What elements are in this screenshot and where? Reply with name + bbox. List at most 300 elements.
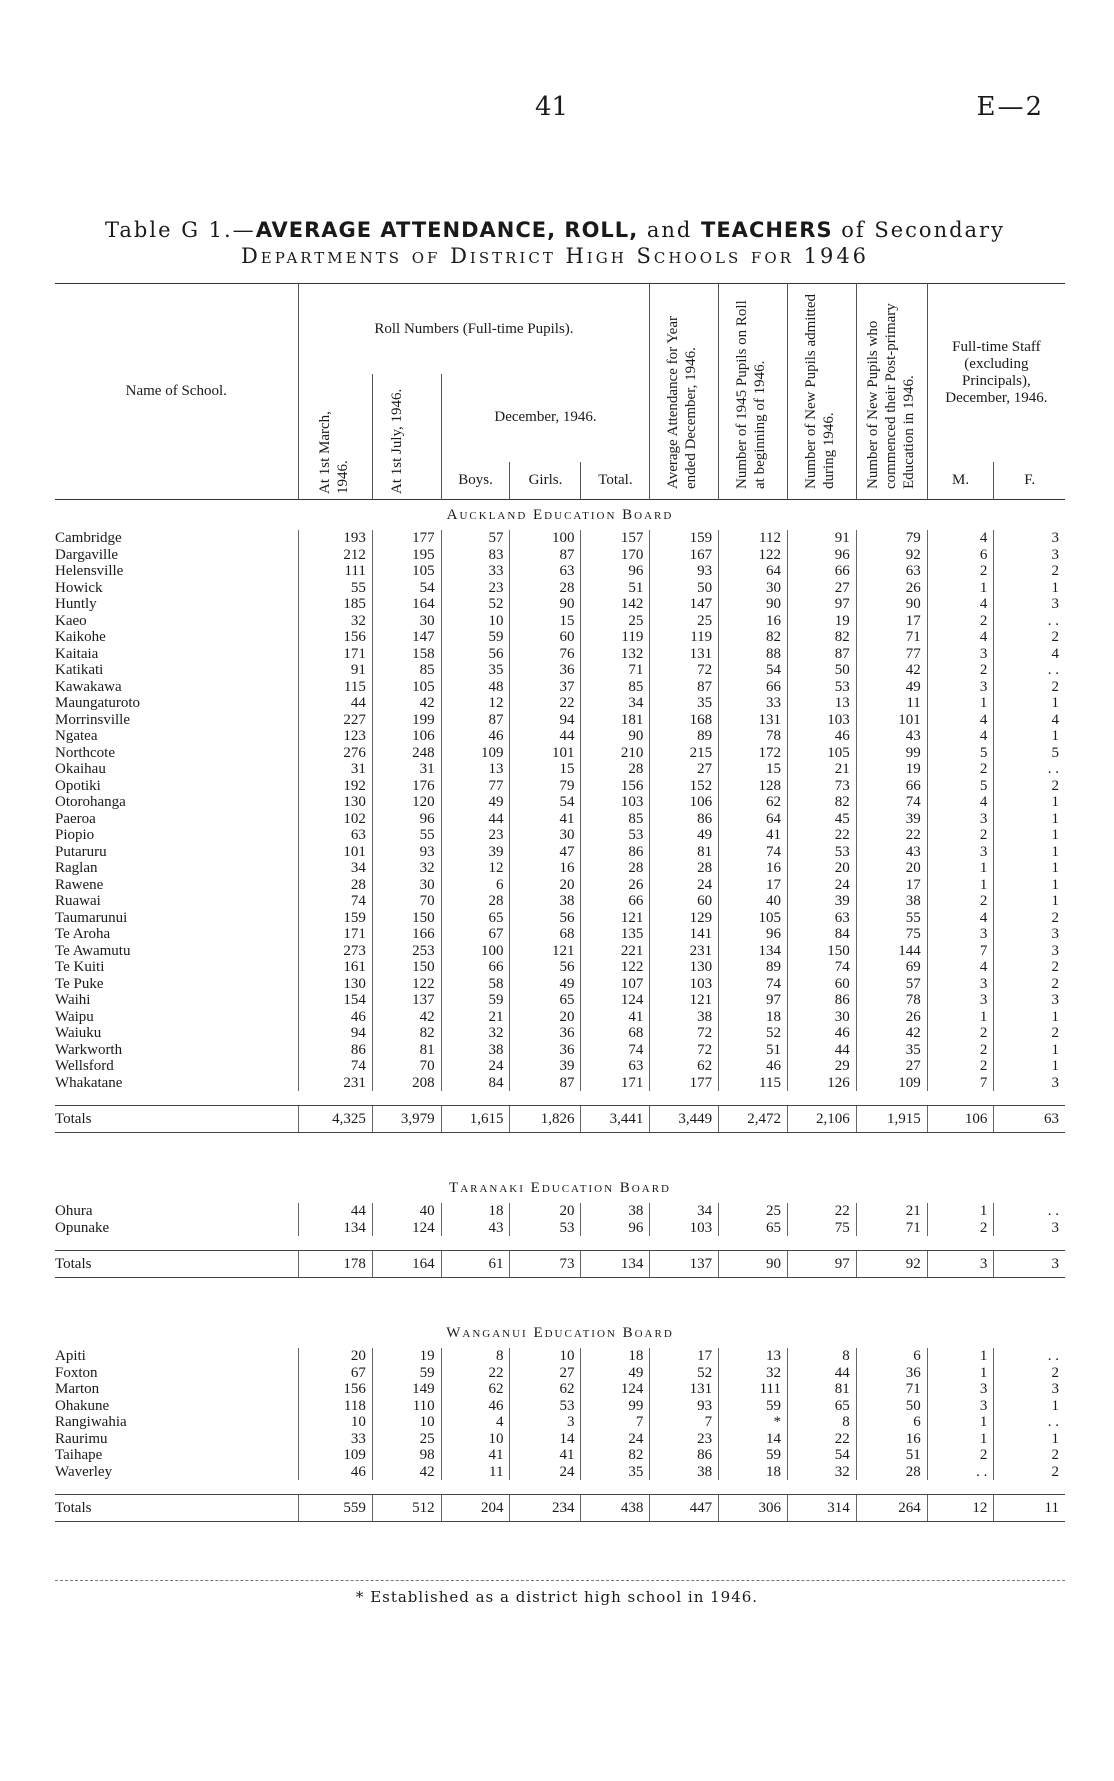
spacer-cell: [719, 1091, 788, 1106]
spacer-cell: [994, 1236, 1065, 1251]
total-cell: 142: [581, 596, 650, 613]
new-post-primary-cell: 75: [856, 926, 927, 943]
pupils-1945-cell: 33: [719, 695, 788, 712]
school-name-cell: Kawakawa: [55, 678, 122, 695]
title-line-1: [40, 218, 1070, 242]
staff-m-cell: 1: [927, 1009, 994, 1026]
boys-cell: 77: [441, 778, 510, 795]
pupils-1945-cell: 51: [719, 1042, 788, 1059]
attendance-cell: 17: [650, 1348, 719, 1365]
total-cell: 122: [581, 959, 650, 976]
new-post-primary-cell: 22: [856, 827, 927, 844]
new-post-primary-cell: 27: [856, 1058, 927, 1075]
march-cell: 171: [298, 926, 372, 943]
staff-f-cell: . .: [994, 613, 1065, 630]
board-heading: Taranaki Education Board: [449, 1180, 671, 1196]
total-cell: 157: [581, 530, 650, 547]
new-pupils-cell: 97: [787, 596, 856, 613]
staff-m-cell: 3: [927, 646, 994, 663]
school-name-cell: Te Aroha: [55, 926, 111, 942]
new-pupils-cell: 22: [787, 827, 856, 844]
july-cell: 208: [372, 1075, 441, 1092]
staff-f-cell: 1: [994, 728, 1065, 745]
boys-cell: 11: [441, 1464, 510, 1481]
boys-cell: 24: [441, 1058, 510, 1075]
page-number: 41: [535, 92, 569, 122]
table-row: [55, 613, 1065, 630]
july-cell: 150: [372, 910, 441, 927]
spacer-cell: [55, 1278, 1065, 1319]
school-name-cell: Helensville: [55, 563, 124, 579]
table-row: [55, 596, 1065, 613]
pupils-1945-cell: 111: [719, 1381, 788, 1398]
staff-m-cell: 1: [927, 877, 994, 894]
boys-cell: 23: [441, 580, 510, 597]
july-cell: 124: [372, 1220, 441, 1237]
total-cell: 119: [581, 629, 650, 646]
col-header-new-post-primary: Number of New Pupils who commenced their Post-primary Education in 1946.: [856, 284, 927, 500]
school-name-cell: Northcote: [55, 744, 115, 761]
spacer-cell: [581, 1480, 650, 1495]
col-header-total: Total.: [581, 462, 650, 500]
boys-cell: 43: [441, 1220, 510, 1237]
boys-cell: 57: [441, 530, 510, 547]
staff-m-cell: 4: [927, 959, 994, 976]
new-pupils-cell: 13: [787, 695, 856, 712]
march-cell: 44: [298, 695, 372, 712]
boys-cell: 87: [441, 712, 510, 729]
march-cell: 115: [298, 679, 372, 696]
attendance-cell: 24: [650, 877, 719, 894]
new-post-primary-cell: 101: [856, 712, 927, 729]
boys-cell: 10: [441, 613, 510, 630]
attendance-total-cell: 137: [650, 1251, 719, 1278]
july-cell: 25: [372, 1431, 441, 1448]
new-pupils-cell: 86: [787, 992, 856, 1009]
staff-m-cell: 2: [927, 1447, 994, 1464]
girls-cell: 56: [510, 910, 581, 927]
school-name-cell: Opunake: [55, 1219, 110, 1236]
table-title: [40, 218, 1070, 268]
pupils-1945-cell: 105: [719, 910, 788, 927]
table-row: [55, 1431, 1065, 1448]
table-row: [55, 943, 1065, 960]
march-cell: 28: [298, 877, 372, 894]
july-cell: 42: [372, 1009, 441, 1026]
boys-cell: 84: [441, 1075, 510, 1092]
pupils-1945-cell: 25: [719, 1203, 788, 1220]
spacer-cell: [372, 1091, 441, 1106]
school-name-cell: Whakatane: [55, 1074, 123, 1091]
staff-m-cell: 3: [927, 1398, 994, 1415]
boys-cell: 33: [441, 563, 510, 580]
attendance-cell: 119: [650, 629, 719, 646]
march-cell: 101: [298, 844, 372, 861]
staff-f-cell: 3: [994, 596, 1065, 613]
total-cell: 107: [581, 976, 650, 993]
staff-f-cell: 3: [994, 1075, 1065, 1092]
staff-m-cell: 1: [927, 1348, 994, 1365]
school-name-cell: Foxton: [55, 1364, 98, 1381]
spacer-cell: [787, 1091, 856, 1106]
attendance-cell: 131: [650, 646, 719, 663]
july-cell: 164: [372, 596, 441, 613]
new-post-primary-cell: 6: [856, 1414, 927, 1431]
new-pupils-cell: 81: [787, 1381, 856, 1398]
pupils-1945-total-cell: 2,472: [719, 1106, 788, 1133]
march-cell: 185: [298, 596, 372, 613]
new-post-primary-cell: 26: [856, 1009, 927, 1026]
attendance-cell: 121: [650, 992, 719, 1009]
school-name-cell: Marton: [55, 1381, 100, 1397]
girls-total-cell: 73: [510, 1251, 581, 1278]
spacer-cell: [856, 1091, 927, 1106]
pupils-1945-cell: 89: [719, 959, 788, 976]
staff-m-cell: 2: [927, 1042, 994, 1059]
spacer-cell: [372, 1480, 441, 1495]
total-cell: 41: [581, 1009, 650, 1026]
boys-cell: 46: [441, 1398, 510, 1415]
boys-total-cell: 61: [441, 1251, 510, 1278]
july-cell: 158: [372, 646, 441, 663]
pupils-1945-cell: 131: [719, 712, 788, 729]
march-cell: 156: [298, 629, 372, 646]
staff-m-cell: 5: [927, 778, 994, 795]
total-cell: 68: [581, 1025, 650, 1042]
school-name-cell: Te Awamutu: [55, 942, 131, 959]
new-post-primary-cell: 43: [856, 844, 927, 861]
new-post-primary-cell: 50: [856, 1398, 927, 1415]
staff-f-cell: 2: [994, 1447, 1065, 1464]
table-row: [55, 976, 1065, 993]
staff-f-cell: 2: [994, 959, 1065, 976]
staff-f-cell: 2: [994, 1025, 1065, 1042]
board-heading-row: [55, 1318, 1065, 1348]
board-spacer: [55, 1133, 1065, 1174]
new-post-primary-cell: 17: [856, 613, 927, 630]
boys-cell: 100: [441, 943, 510, 960]
total-cell: 96: [581, 563, 650, 580]
staff-m-cell: 4: [927, 712, 994, 729]
table-row: [55, 1075, 1065, 1092]
total-cell: 85: [581, 811, 650, 828]
table-row: [55, 860, 1065, 877]
march-cell: 46: [298, 1464, 372, 1481]
boys-cell: 38: [441, 1042, 510, 1059]
new-pupils-cell: 44: [787, 1042, 856, 1059]
staff-f-cell: . .: [994, 761, 1065, 778]
total-cell: 24: [581, 1431, 650, 1448]
march-cell: 31: [298, 761, 372, 778]
col-header-m: M.: [927, 462, 994, 500]
pre-total-spacer: [55, 1091, 1065, 1106]
attendance-cell: 131: [650, 1381, 719, 1398]
july-cell: 105: [372, 679, 441, 696]
staff-f-cell: 1: [994, 860, 1065, 877]
footnote: * Established as a district high school in 1946.: [355, 1588, 759, 1606]
attendance-cell: 35: [650, 695, 719, 712]
school-name-cell: Piopio: [55, 827, 95, 843]
staff-m-cell: 5: [927, 745, 994, 762]
school-name-cell: Paeroa: [55, 810, 96, 827]
attendance-cell: 152: [650, 778, 719, 795]
total-cell: 170: [581, 547, 650, 564]
staff-f-cell: 2: [994, 1365, 1065, 1382]
new-pupils-cell: 75: [787, 1220, 856, 1237]
boys-cell: 48: [441, 679, 510, 696]
boys-cell: 109: [441, 745, 510, 762]
girls-cell: 90: [510, 596, 581, 613]
school-name-cell: Otorohanga: [55, 794, 126, 810]
july-cell: 54: [372, 580, 441, 597]
july-cell: 137: [372, 992, 441, 1009]
new-pupils-cell: 63: [787, 910, 856, 927]
girls-cell: 63: [510, 563, 581, 580]
title-line-2: Departments of District High Schools for 1946: [240, 244, 870, 268]
july-cell: 70: [372, 893, 441, 910]
total-cell: 181: [581, 712, 650, 729]
girls-total-cell: 234: [510, 1495, 581, 1522]
staff-f-cell: 1: [994, 844, 1065, 861]
staff-f-cell: 3: [994, 992, 1065, 1009]
total-cell: 38: [581, 1203, 650, 1220]
girls-cell: 27: [510, 1365, 581, 1382]
attendance-cell: 103: [650, 1220, 719, 1237]
pupils-1945-cell: 66: [719, 679, 788, 696]
staff-m-cell: 1: [927, 1203, 994, 1220]
spacer-cell: [441, 1480, 510, 1495]
pupils-1945-cell: 172: [719, 745, 788, 762]
girls-cell: 53: [510, 1220, 581, 1237]
new-pupils-cell: 24: [787, 877, 856, 894]
new-post-primary-cell: 99: [856, 745, 927, 762]
pupils-1945-cell: 82: [719, 629, 788, 646]
staff-f-cell: 4: [994, 646, 1065, 663]
attendance-cell: 49: [650, 827, 719, 844]
table-row: [55, 844, 1065, 861]
boys-cell: 83: [441, 547, 510, 564]
new-post-primary-cell: 43: [856, 728, 927, 745]
girls-cell: 3: [510, 1414, 581, 1431]
new-pupils-total-cell: 97: [787, 1251, 856, 1278]
july-cell: 10: [372, 1414, 441, 1431]
staff-f-cell: 1: [994, 877, 1065, 894]
staff-m-cell: 4: [927, 910, 994, 927]
spacer-cell: [55, 1133, 1065, 1174]
staff-m-cell: 4: [927, 596, 994, 613]
table-row: [55, 1414, 1065, 1431]
pupils-1945-cell: 13: [719, 1348, 788, 1365]
new-post-primary-cell: 63: [856, 563, 927, 580]
new-post-primary-cell: 90: [856, 596, 927, 613]
july-cell: 30: [372, 613, 441, 630]
staff-m-cell: 7: [927, 1075, 994, 1092]
staff-m-cell: 1: [927, 580, 994, 597]
title-suffix: of Secondary: [832, 218, 1005, 242]
table-row: [55, 877, 1065, 894]
col-header-december: December, 1946.: [441, 374, 650, 462]
spacer-cell: [581, 1091, 650, 1106]
march-cell: 192: [298, 778, 372, 795]
staff-f-cell: 1: [994, 794, 1065, 811]
attendance-cell: 34: [650, 1203, 719, 1220]
new-pupils-cell: 27: [787, 580, 856, 597]
staff-f-cell: 1: [994, 1042, 1065, 1059]
boys-cell: 46: [441, 728, 510, 745]
school-name-cell: Howick: [55, 579, 103, 596]
attendance-cell: 177: [650, 1075, 719, 1092]
july-cell: 150: [372, 959, 441, 976]
total-cell: 90: [581, 728, 650, 745]
girls-cell: 76: [510, 646, 581, 663]
staff-m-cell: 3: [927, 844, 994, 861]
total-cell: 99: [581, 1398, 650, 1415]
spacer-cell: [650, 1091, 719, 1106]
march-cell: 34: [298, 860, 372, 877]
july-cell: 177: [372, 530, 441, 547]
new-pupils-cell: 30: [787, 1009, 856, 1026]
girls-total-cell: 1,826: [510, 1106, 581, 1133]
staff-f-cell: 3: [994, 1381, 1065, 1398]
boys-cell: 21: [441, 1009, 510, 1026]
new-pupils-cell: 65: [787, 1398, 856, 1415]
staff-f-cell: 1: [994, 695, 1065, 712]
march-total-cell: 559: [298, 1495, 372, 1522]
pupils-1945-cell: 14: [719, 1431, 788, 1448]
table-row: [55, 992, 1065, 1009]
table-row: [55, 530, 1065, 547]
school-name-total-cell: Totals: [55, 1106, 298, 1133]
col-header-attendance: Average Attendance for Year ended December, 1946.: [650, 284, 719, 500]
boys-cell: 56: [441, 646, 510, 663]
attendance-cell: 60: [650, 893, 719, 910]
july-cell: 70: [372, 1058, 441, 1075]
july-total-cell: 512: [372, 1495, 441, 1522]
attendance-cell: 52: [650, 1365, 719, 1382]
new-post-primary-cell: 19: [856, 761, 927, 778]
staff-f-cell: 2: [994, 976, 1065, 993]
march-total-cell: 178: [298, 1251, 372, 1278]
girls-cell: 14: [510, 1431, 581, 1448]
school-name-cell: Maungaturoto: [55, 695, 140, 711]
staff-f-cell: 1: [994, 893, 1065, 910]
total-cell: 156: [581, 778, 650, 795]
pupils-1945-cell: 64: [719, 811, 788, 828]
attendance-cell: 81: [650, 844, 719, 861]
girls-cell: 68: [510, 926, 581, 943]
spacer-cell: [55, 1091, 298, 1106]
table-row: [55, 811, 1065, 828]
march-cell: 156: [298, 1381, 372, 1398]
school-name-cell: Kaikohe: [55, 629, 106, 645]
boys-cell: 65: [441, 910, 510, 927]
attendance-cell: 167: [650, 547, 719, 564]
new-post-primary-cell: 55: [856, 910, 927, 927]
table-row: [55, 926, 1065, 943]
school-name-cell: Raglan: [55, 860, 98, 876]
new-pupils-cell: 50: [787, 662, 856, 679]
pupils-1945-cell: 134: [719, 943, 788, 960]
boys-cell: 52: [441, 596, 510, 613]
school-name-cell: Raurimu: [55, 1430, 108, 1447]
total-cell: 63: [581, 1058, 650, 1075]
girls-cell: 20: [510, 1203, 581, 1220]
pupils-1945-cell: 115: [719, 1075, 788, 1092]
pre-total-spacer: [55, 1480, 1065, 1495]
attendance-total-cell: 447: [650, 1495, 719, 1522]
pupils-1945-cell: 74: [719, 976, 788, 993]
pupils-1945-cell: 122: [719, 547, 788, 564]
spacer-cell: [510, 1480, 581, 1495]
july-cell: 105: [372, 563, 441, 580]
new-post-primary-cell: 49: [856, 679, 927, 696]
july-total-cell: 3,979: [372, 1106, 441, 1133]
new-pupils-cell: 20: [787, 860, 856, 877]
table-row: [55, 1348, 1065, 1365]
new-pupils-cell: 8: [787, 1414, 856, 1431]
board-spacer: [55, 1278, 1065, 1319]
march-cell: 74: [298, 893, 372, 910]
girls-cell: 30: [510, 827, 581, 844]
july-cell: 120: [372, 794, 441, 811]
school-name-cell: Morrinsville: [55, 711, 130, 728]
total-cell: 82: [581, 1447, 650, 1464]
girls-cell: 20: [510, 877, 581, 894]
staff-m-cell: 6: [927, 547, 994, 564]
spacer-cell: [787, 1236, 856, 1251]
july-cell: 147: [372, 629, 441, 646]
march-cell: 44: [298, 1203, 372, 1220]
school-name-cell: Putaruru: [55, 843, 107, 860]
table-row: [55, 778, 1065, 795]
boys-cell: 8: [441, 1348, 510, 1365]
girls-cell: 10: [510, 1348, 581, 1365]
total-cell: 66: [581, 893, 650, 910]
girls-cell: 53: [510, 1398, 581, 1415]
girls-cell: 16: [510, 860, 581, 877]
staff-f-cell: 4: [994, 712, 1065, 729]
staff-m-cell: 2: [927, 827, 994, 844]
girls-cell: 87: [510, 547, 581, 564]
school-name-cell: Taihape: [55, 1447, 103, 1463]
july-cell: 176: [372, 778, 441, 795]
total-cell: 124: [581, 992, 650, 1009]
document-reference: E—2: [976, 92, 1044, 122]
staff-f-cell: 2: [994, 778, 1065, 795]
table-row: [55, 1447, 1065, 1464]
total-cell: 34: [581, 695, 650, 712]
school-name-cell: Ruawai: [55, 893, 101, 909]
spacer-cell: [856, 1236, 927, 1251]
march-cell: 33: [298, 1431, 372, 1448]
school-name-cell: Te Kuiti: [55, 959, 105, 975]
staff-m-total-cell: 106: [927, 1106, 994, 1133]
table-row: [55, 547, 1065, 564]
july-cell: 55: [372, 827, 441, 844]
march-cell: 55: [298, 580, 372, 597]
staff-f-cell: . .: [994, 662, 1065, 679]
board-heading-row: [55, 1173, 1065, 1203]
new-post-primary-cell: 71: [856, 629, 927, 646]
march-cell: 86: [298, 1042, 372, 1059]
col-header-roll: Roll Numbers (Full-time Pupils).: [298, 284, 650, 374]
girls-cell: 44: [510, 728, 581, 745]
new-post-primary-total-cell: 92: [856, 1251, 927, 1278]
table-row: [55, 1381, 1065, 1398]
boys-cell: 12: [441, 695, 510, 712]
march-cell: 227: [298, 712, 372, 729]
new-pupils-cell: 29: [787, 1058, 856, 1075]
